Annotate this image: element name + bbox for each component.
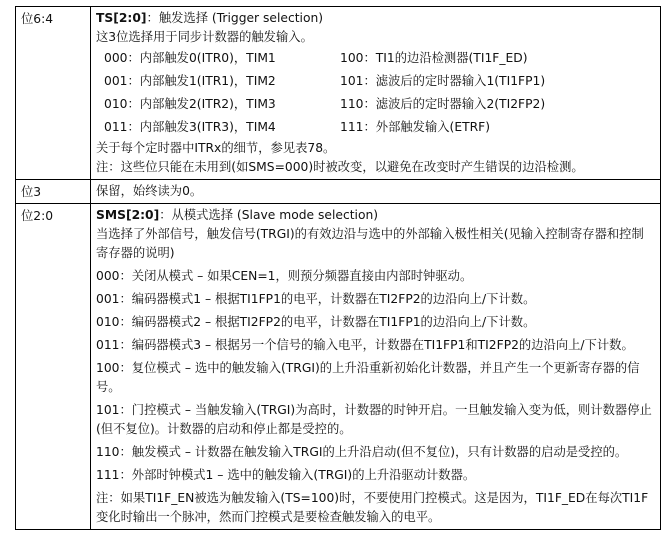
field-title-rest-ts: ：触发选择 (Trigger selection) (146, 11, 324, 25)
field-desc-ts (91, 7, 661, 180)
sms-paragraph: 当选择了外部信号，触发信号(TRGI)的有效边沿与选中的外部输入极性相关(见输入控制寄存器和控制寄存器的说明) (96, 227, 644, 260)
sms-note: 注：如果TI1F_EN被选为触发输入(TS=100)时，不要使用门控模式。这是因为，TI1F_ED在每次TI1F变化时输出一个脉冲，然而门控模式是要检查触发输入的电平。 (96, 491, 649, 524)
sms-paragraph: 101：门控模式 – 当触发输入(TRGI)为高时，计数器的时钟开启。一旦触发输入变为低，则计数器停止(但不复位)。计数器的启动和停止都是受控的。 (96, 403, 652, 436)
field-name-sms: SMS[2:0] (96, 208, 160, 222)
sms-paragraph: 111：外部时钟模式1 – 选中的触发输入(TRGI)的上升沿驱动计数器。 (96, 468, 476, 482)
reserved-desc (91, 180, 661, 204)
ts-option: 100：TI1的边沿检测器(TI1F_ED) (340, 51, 528, 65)
ts-note-itr: 关于每个定时器中ITRx的细节，参见表78。 (96, 141, 336, 155)
ts-option: 111：外部触发输入(ETRF) (340, 120, 491, 134)
field-name-ts: TS[2:0] (96, 11, 147, 25)
ts-option: 001：内部触发1(ITR1)，TIM2 (104, 74, 276, 88)
reserved-text: 保留，始终读为0。 (96, 184, 203, 198)
field-title-sms (96, 206, 655, 225)
row-reserved (16, 180, 661, 204)
field-title-ts (96, 9, 655, 28)
ts-option-row (96, 47, 655, 70)
field-desc-sms (91, 204, 661, 530)
sms-paragraph: 011：编码器模式3 – 根据另一个信号的输入电平，计数器在TI1FP1和TI2FP2的边沿向上/下计数。 (96, 338, 634, 352)
ts-option: 011：内部触发3(ITR3)，TIM4 (104, 120, 276, 134)
row-ts (16, 7, 661, 180)
ts-option-row (96, 93, 655, 116)
register-table (15, 6, 661, 530)
sms-paragraph: 000：关闭从模式 – 如果CEN=1，则预分频器直接由内部时钟驱动。 (96, 269, 473, 283)
ts-desc: 这3位选择用于同步计数器的触发输入。 (96, 30, 313, 44)
sms-paragraph: 010：编码器模式2 – 根据TI2FP2的电平，计数器在TI1FP1的边沿向上/下计数。 (96, 315, 536, 329)
row-sms (16, 204, 661, 530)
bit-range-reserved: 位3 (16, 180, 91, 204)
ts-option: 000：内部触发0(ITR0)，TIM1 (104, 51, 276, 65)
ts-option-row (96, 116, 655, 139)
sms-paragraph: 001：编码器模式1 – 根据TI1FP1的电平，计数器在TI2FP2的边沿向上/下计数。 (96, 292, 536, 306)
sms-paragraph: 110：触发模式 – 计数器在触发输入TRGI的上升沿启动(但不复位)，只有计数器的启动是受控的。 (96, 445, 628, 459)
ts-option: 010：内部触发2(ITR2)，TIM3 (104, 97, 276, 111)
bit-range-ts: 位6:4 (16, 7, 91, 180)
field-title-rest-sms: ：从模式选择 (Slave mode selection) (159, 208, 379, 222)
ts-note-change: 注：这些位只能在未用到(如SMS=000)时被改变，以避免在改变时产生错误的边沿检测。 (96, 160, 584, 174)
sms-paragraph: 100：复位模式 – 选中的触发输入(TRGI)的上升沿重新初始化计数器，并且产生一个更新寄存器的信号。 (96, 361, 640, 394)
ts-option: 101：滤波后的定时器输入1(TI1FP1) (340, 74, 546, 88)
bit-range-sms: 位2:0 (16, 204, 91, 530)
ts-option-row (96, 70, 655, 93)
ts-option: 110：滤波后的定时器输入2(TI2FP2) (340, 97, 546, 111)
